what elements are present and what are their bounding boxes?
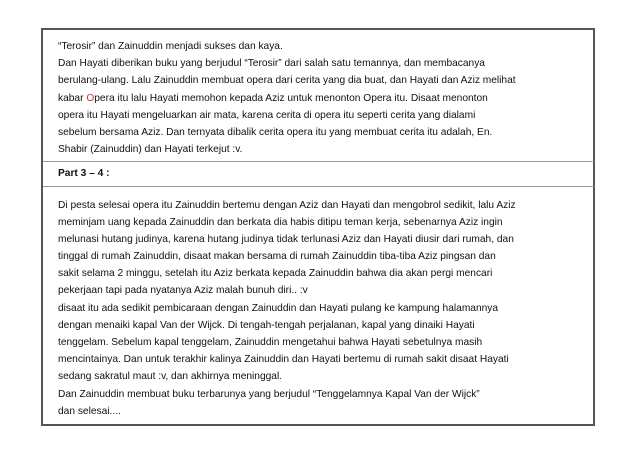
paragraph-line: sedang sakratul maut :v, dan akhirnya meninggal. (58, 371, 283, 383)
paragraph-line: tenggelam. Sebelum kapal tenggelam, Zainuddin mengetahui bahwa Hayati sebetulnya masih (58, 337, 483, 348)
line-text: kabar (58, 92, 87, 104)
paragraph-line: disaat itu ada sedikit pembicaraan dengan Zainuddin dan Hayati pulang ke kampung halamannya (58, 302, 499, 314)
paragraph-line (58, 90, 592, 107)
paragraph-line: Dan Zainuddin membuat buku terbarunya yang berjudul “Tenggelamnya Kapal Van der Wijck” (58, 388, 480, 400)
divider (43, 186, 594, 187)
divider (43, 161, 594, 162)
paragraph-line: Shabir (Zainuddin) dan Hayati terkejut :v. (58, 144, 243, 156)
line-text: pera itu lalu Hayati memohon kepada Aziz untuk menonton Opera itu. Disaat menonton (94, 92, 488, 104)
paragraph-line: meminjam uang kepada Zainuddin dan berkata dia habis ditipu teman kerja, sebenarnya Aziz ingin (58, 216, 503, 228)
paragraph-line: berulang-ulang. Lalu Zainuddin membuat opera dari cerita yang dia buat, dan Hayati dan Aziz melihat (58, 75, 516, 87)
paragraph-line: Di pesta selesai opera itu Zainuddin bertemu dengan Aziz dan Hayati dan mengobrol sedikit, lalu Aziz (58, 199, 516, 211)
paragraph-line: dengan menaiki kapal Van der Wijck. Di tengah-tengah perjalanan, kapal yang dinaiki Hayati (58, 319, 475, 331)
paragraph-line: opera itu Hayati mengeluarkan air mata, karena cerita di opera itu seperti cerita yang dialami (58, 109, 476, 121)
part-heading: Part 3 – 4 : (58, 168, 110, 180)
paragraph-line: pekerjaan tapi pada nyatanya Aziz malah bunuh diri.. :v (58, 285, 308, 297)
paragraph-line: mencintainya. Dan untuk terakhir kalinya Zainuddin dan Hayati bertemu di rumah sakit disaat Hayati (58, 354, 509, 366)
highlighted-letter: O (86, 92, 95, 104)
paragraph-line: sebelum bersama Aziz. Dan ternyata dibalik cerita opera itu yang membuat cerita itu adalah, En. (58, 126, 493, 138)
paragraph-line: melunasi hutang judinya, karena hutang judinya tidak terlunasi Aziz dan Hayati diusir dari rumah, dan (58, 233, 514, 245)
paragraph-line: dan selesai.... (58, 405, 121, 417)
paragraph-line: Dan Hayati diberikan buku yang berjudul “Terosir” dari salah satu temannya, dan membacanya (58, 58, 485, 70)
document-text (58, 38, 592, 420)
paragraph-line: sakit selama 2 minggu, setelah itu Aziz berkata kepada Zainuddin bahwa dia akan pergi mencari (58, 268, 493, 280)
paragraph-line: “Terosir” dan Zainuddin menjadi sukses dan kaya. (58, 41, 283, 52)
paragraph-line: tinggal di rumah Zainuddin, disaat makan bersama di rumah Zainuddin tiba-tiba Aziz pingsan dan (58, 251, 496, 263)
